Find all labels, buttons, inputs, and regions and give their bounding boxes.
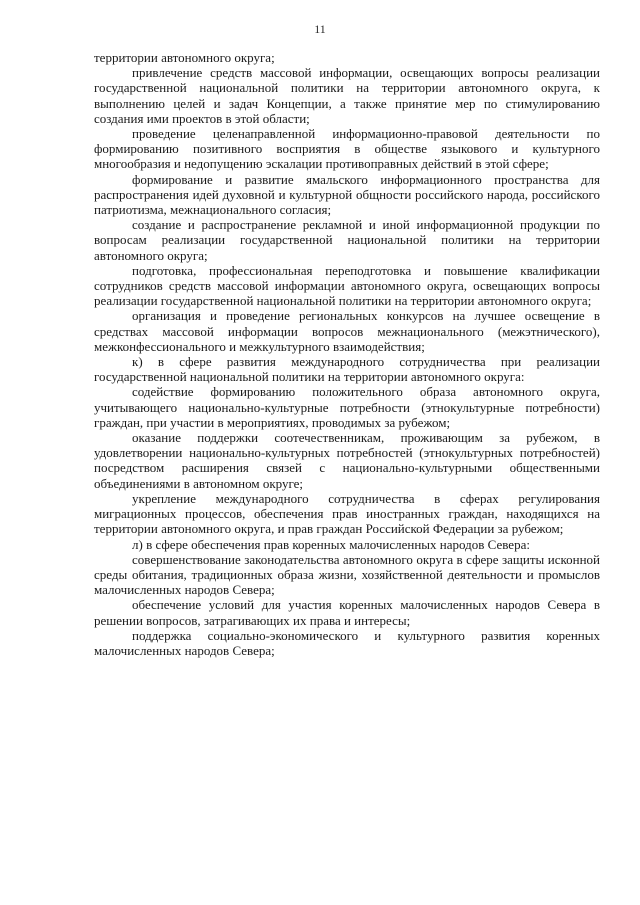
paragraph-mass-media-involvement: привлечение средств массовой информации, освещающих вопросы реализации государственной национальной политики на территории автономного округа, к выполнению целей и задач Концепции, а также принятие мер по стимулированию создания ими проектов в этой области; <box>94 65 600 126</box>
paragraph-participation-conditions: обеспечение условий для участия коренных малочисленных народов Севера в решении вопросов, затрагивающих их права и интересы; <box>94 597 600 628</box>
section-l-heading: л) в сфере обеспечения прав коренных малочисленных народов Севера: <box>132 536 530 552</box>
paragraph-advertising-products: создание и распространение рекламной и иной информационной продукции по вопросам реализации государственной национальной политики на территории автономного округа; <box>94 217 600 263</box>
paragraph-positive-image: содействие формированию положительного образа автономного округа, учитывающего национально-культурные потребности (этнокультурные потребности) граждан, при участии в мероприятиях, проводимых за рубежом; <box>94 384 600 430</box>
paragraph-legislation-improvement: совершенствование законодательства автономного округа в сфере защиты исконной среды обитания, традиционных образа жизни, хозяйственной деятельности и промыслов малочисленных народов Севера; <box>94 551 600 598</box>
section-k-heading: к) в сфере развития международного сотрудничества при реализации государственной национальной политики на территории автономного округа: <box>94 354 600 385</box>
paragraph-regional-contests: организация и проведение региональных конкурсов на лучшее освещение в средствах массовой информации вопросов межнационального (межэтнического), межконфессионального и межкультурного взаимодействия; <box>94 308 600 354</box>
paragraph-media-staff-training: подготовка, профессиональная переподготовка и повышение квалификации сотрудников средств массовой информации автономного округа, освещающих вопросы реализации государственной национальной политики на территории автономного округа; <box>94 262 600 309</box>
paragraph-continuation: территории автономного округа; <box>94 50 275 65</box>
page-number: 11 <box>314 22 326 36</box>
document-body <box>94 50 600 658</box>
paragraph-compatriots-support: оказание поддержки соотечественникам, проживающим за рубежом, в удовлетворении национально-культурных потребностей (этнокультурных потребностей) посредством расширения связей с национально-культурными общественными объединениями в автономном округе; <box>94 430 600 491</box>
paragraph-legal-information-activity: проведение целенаправленной информационно-правовой деятельности по формированию позитивного восприятия в обществе языкового и культурного многообразия и недопущению эскалации противоправных действий в этой сфере; <box>94 126 600 172</box>
paragraph-international-cooperation: укрепление международного сотрудничества в сферах регулирования миграционных процессов, обеспечения прав иностранных граждан, находящихся на территории автономного округа, и прав граждан Российской Федерации за рубежом; <box>94 490 600 537</box>
paragraph-socio-economic-support: поддержка социально-экономического и культурного развития коренных малочисленных народов Севера; <box>94 627 600 658</box>
paragraph-yamal-information-space: формирование и развитие ямальского информационного пространства для распространения идей духовной и культурной общности российского народа, российского патриотизма, межнационального согласия; <box>94 171 600 218</box>
